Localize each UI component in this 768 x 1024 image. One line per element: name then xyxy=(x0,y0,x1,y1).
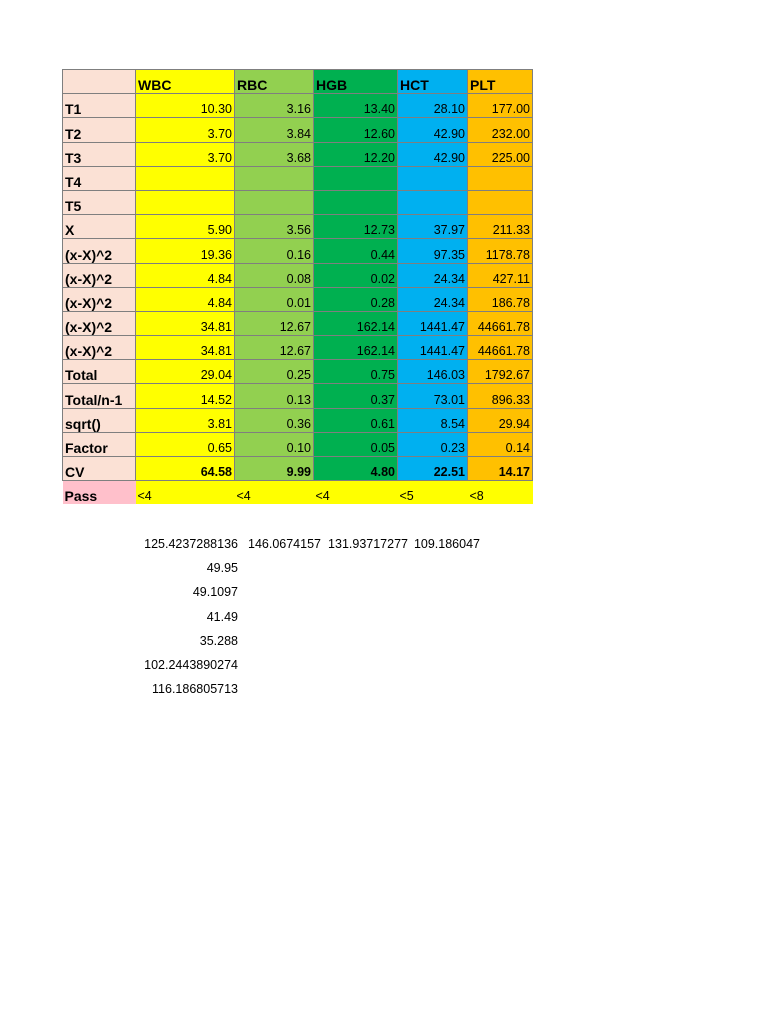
table-cell[interactable]: 3.56 xyxy=(235,215,314,239)
table-cell[interactable]: 0.75 xyxy=(314,360,398,384)
table-cell[interactable]: 225.00 xyxy=(468,142,533,166)
table-cell[interactable] xyxy=(235,166,314,190)
extra-value-cell[interactable]: 49.1097 xyxy=(192,585,238,600)
table-row xyxy=(63,384,533,408)
table-row xyxy=(63,408,533,432)
table-cell[interactable] xyxy=(136,166,235,190)
row-label[interactable]: (x-X)^2 xyxy=(63,239,136,263)
table-cell[interactable]: 12.67 xyxy=(235,336,314,360)
pass-threshold-cell[interactable]: <5 xyxy=(398,481,468,505)
table-row xyxy=(63,166,533,190)
table-cell[interactable]: 97.35 xyxy=(398,239,468,263)
table-cell[interactable]: 13.40 xyxy=(314,94,398,118)
table-cell[interactable] xyxy=(235,190,314,214)
table-cell[interactable]: 3.84 xyxy=(235,118,314,142)
table-cell[interactable] xyxy=(136,190,235,214)
spreadsheet-table xyxy=(62,69,533,504)
row-label[interactable]: T3 xyxy=(63,142,136,166)
table-cell[interactable]: 12.73 xyxy=(314,215,398,239)
table-cell[interactable]: 0.16 xyxy=(235,239,314,263)
table-cell[interactable]: 0.28 xyxy=(314,287,398,311)
table-cell[interactable]: 0.10 xyxy=(235,432,314,456)
table-row xyxy=(63,263,533,287)
table-row xyxy=(63,142,533,166)
table-cell[interactable] xyxy=(398,190,468,214)
table-cell[interactable]: 211.33 xyxy=(468,215,533,239)
table-row xyxy=(63,311,533,335)
table-cell[interactable]: 4.84 xyxy=(136,263,235,287)
table-row xyxy=(63,94,533,118)
row-label[interactable]: Total xyxy=(63,360,136,384)
table-cell[interactable] xyxy=(398,166,468,190)
row-label[interactable]: T1 xyxy=(63,94,136,118)
table-cell[interactable]: 1441.47 xyxy=(398,336,468,360)
table-cell[interactable]: 24.34 xyxy=(398,263,468,287)
table-row xyxy=(63,432,533,456)
extra-value-cell[interactable]: 146.0674157 xyxy=(248,537,321,551)
pass-threshold-cell[interactable]: <8 xyxy=(468,481,533,505)
table-cell[interactable]: 0.01 xyxy=(235,287,314,311)
table-cell[interactable]: 0.14 xyxy=(468,432,533,456)
table-cell[interactable]: 896.33 xyxy=(468,384,533,408)
table-cell[interactable]: 162.14 xyxy=(314,336,398,360)
table-cell[interactable]: 4.80 xyxy=(314,457,398,481)
row-label[interactable]: T4 xyxy=(63,166,136,190)
table-cell[interactable]: 44661.78 xyxy=(468,311,533,335)
table-row xyxy=(63,287,533,311)
table-cell[interactable] xyxy=(468,190,533,214)
row-label[interactable]: sqrt() xyxy=(63,408,136,432)
table-cell[interactable]: 0.05 xyxy=(314,432,398,456)
table-cell[interactable]: 37.97 xyxy=(398,215,468,239)
extra-value-cell[interactable]: 35.288 xyxy=(199,633,238,648)
table-row xyxy=(63,215,533,239)
table-cell[interactable]: 73.01 xyxy=(398,384,468,408)
table-cell[interactable]: 3.81 xyxy=(136,408,235,432)
table-cell[interactable]: 0.37 xyxy=(314,384,398,408)
row-label[interactable]: T2 xyxy=(63,118,136,142)
extra-value-cell[interactable]: 116.186805713 xyxy=(152,682,238,697)
table-cell[interactable]: 22.51 xyxy=(398,457,468,481)
row-label[interactable]: (x-X)^2 xyxy=(63,336,136,360)
table-cell[interactable]: 8.54 xyxy=(398,408,468,432)
table-cell[interactable]: 186.78 xyxy=(468,287,533,311)
table-cell[interactable]: 12.20 xyxy=(314,142,398,166)
table-cell[interactable]: 3.70 xyxy=(136,142,235,166)
pass-threshold-cell[interactable]: <4 xyxy=(136,481,235,505)
pass-label[interactable]: Pass xyxy=(63,481,136,505)
table-cell[interactable]: 0.36 xyxy=(235,408,314,432)
table-cell[interactable]: 146.03 xyxy=(398,360,468,384)
table-cell[interactable]: 14.17 xyxy=(468,457,533,481)
table-cell[interactable]: 14.52 xyxy=(136,384,235,408)
table-cell[interactable] xyxy=(314,190,398,214)
table-cell[interactable]: 24.34 xyxy=(398,287,468,311)
column-header[interactable]: WBC xyxy=(136,70,235,94)
column-header[interactable]: HGB xyxy=(314,70,398,94)
table-row xyxy=(63,190,533,214)
table-cell[interactable]: 232.00 xyxy=(468,118,533,142)
table-cell[interactable]: 34.81 xyxy=(136,311,235,335)
table-cell[interactable]: 34.81 xyxy=(136,336,235,360)
table-cell[interactable]: 44661.78 xyxy=(468,336,533,360)
table-cell[interactable]: 1792.67 xyxy=(468,360,533,384)
table-cell[interactable]: 1178.78 xyxy=(468,239,533,263)
table-cell[interactable]: 0.25 xyxy=(235,360,314,384)
table-cell[interactable]: 0.23 xyxy=(398,432,468,456)
pass-threshold-cell[interactable]: <4 xyxy=(314,481,398,505)
table-cell[interactable]: 42.90 xyxy=(398,118,468,142)
row-label[interactable]: CV xyxy=(63,457,136,481)
table-row xyxy=(63,457,533,481)
table-row xyxy=(63,118,533,142)
column-header[interactable]: RBC xyxy=(235,70,314,94)
header-row xyxy=(63,70,533,94)
table-cell[interactable] xyxy=(468,166,533,190)
table-row xyxy=(63,360,533,384)
table-cell[interactable]: 28.10 xyxy=(398,94,468,118)
table-cell[interactable]: 0.13 xyxy=(235,384,314,408)
table-cell[interactable]: 42.90 xyxy=(398,142,468,166)
pass-threshold-cell[interactable]: <4 xyxy=(235,481,314,505)
table-cell[interactable]: 0.02 xyxy=(314,263,398,287)
table-row xyxy=(63,239,533,263)
spreadsheet-body xyxy=(63,70,533,505)
row-label[interactable]: (x-X)^2 xyxy=(63,311,136,335)
table-cell[interactable]: 0.65 xyxy=(136,432,235,456)
extra-value-cell[interactable]: 109.186047 xyxy=(413,537,480,551)
extra-value-cell[interactable]: 49.95 xyxy=(206,561,238,576)
table-cell[interactable]: 5.90 xyxy=(136,215,235,239)
row-label[interactable]: T5 xyxy=(63,190,136,214)
extra-value-cell[interactable]: 131.93717277 xyxy=(328,537,408,551)
column-header[interactable]: PLT xyxy=(468,70,533,94)
table-cell[interactable]: 29.04 xyxy=(136,360,235,384)
row-label[interactable]: X xyxy=(63,215,136,239)
corner-cell[interactable] xyxy=(63,70,136,94)
row-label[interactable]: (x-X)^2 xyxy=(63,263,136,287)
column-header[interactable]: HCT xyxy=(398,70,468,94)
table-cell[interactable] xyxy=(314,166,398,190)
table-cell[interactable]: 12.60 xyxy=(314,118,398,142)
table-cell[interactable]: 3.16 xyxy=(235,94,314,118)
table-cell[interactable]: 0.44 xyxy=(314,239,398,263)
table-cell[interactable]: 162.14 xyxy=(314,311,398,335)
table-cell[interactable]: 0.61 xyxy=(314,408,398,432)
table-cell[interactable]: 1441.47 xyxy=(398,311,468,335)
table-cell[interactable]: 29.94 xyxy=(468,408,533,432)
extra-value-cell[interactable]: 102.2443890274 xyxy=(144,657,238,672)
row-label[interactable]: Total/n-1 xyxy=(63,384,136,408)
table-cell[interactable]: 12.67 xyxy=(235,311,314,335)
table-cell[interactable]: 19.36 xyxy=(136,239,235,263)
table-cell[interactable]: 3.68 xyxy=(235,142,314,166)
row-label[interactable]: (x-X)^2 xyxy=(63,287,136,311)
table-cell[interactable]: 177.00 xyxy=(468,94,533,118)
table-cell[interactable]: 64.58 xyxy=(136,457,235,481)
table-cell[interactable]: 9.99 xyxy=(235,457,314,481)
table-cell[interactable]: 4.84 xyxy=(136,287,235,311)
table-cell[interactable]: 3.70 xyxy=(136,118,235,142)
table-cell[interactable]: 10.30 xyxy=(136,94,235,118)
row-label[interactable]: Factor xyxy=(63,432,136,456)
table-cell[interactable]: 0.08 xyxy=(235,263,314,287)
table-cell[interactable]: 427.11 xyxy=(468,263,533,287)
extra-value-cell[interactable]: 41.49 xyxy=(206,609,238,624)
table-row xyxy=(63,336,533,360)
extra-value-cell[interactable]: 125.4237288136 xyxy=(144,537,238,551)
pass-row xyxy=(63,481,533,505)
